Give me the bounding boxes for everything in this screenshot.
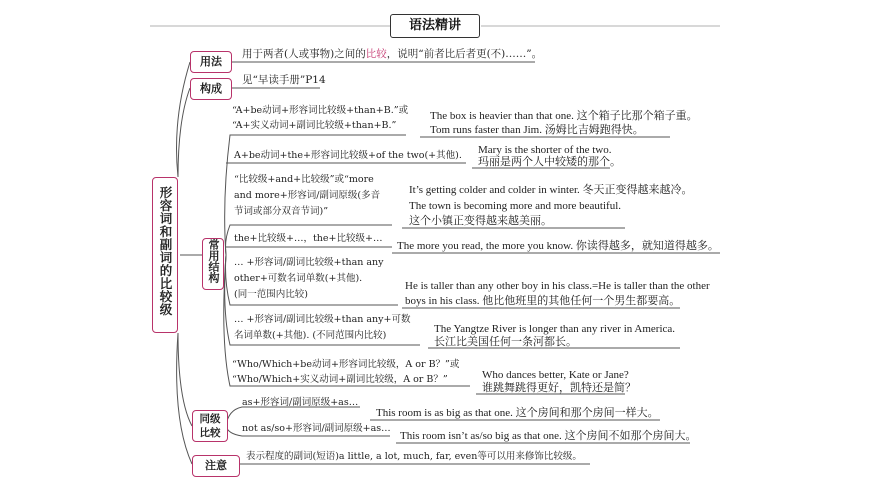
equal-structure-1: as+形容词/副词原级+as…: [242, 397, 359, 408]
structure-7-line2: “Who/Which+实义动词+副词比较级，A or B？”: [232, 374, 448, 385]
equal-structure-2: not as/so+形容词/副词原级+as…: [242, 423, 391, 434]
common-structures-box: [202, 238, 224, 290]
example-2-line1: Mary is the shorter of the two.: [478, 144, 612, 156]
structure-5-line3: (同一范围内比较): [234, 289, 308, 300]
structure-5-line2: other+可数名词单数(+其他).: [234, 273, 363, 284]
structure-7-line1: “Who/Which+be动词+形容词比较级，A or B？”或: [232, 359, 460, 370]
common-structures-label: 常用结构: [207, 239, 220, 283]
example-5-line1: He is taller than any other boy in his class.=He is taller than the other: [405, 280, 710, 292]
equal-example-2: This room isn’t as/so big as that one. 这个房间不如那个房间大。: [400, 430, 697, 442]
example-5-line2: boys in his class. 他比他班里的其他任何一个男生都要高。: [405, 295, 681, 307]
form-label: 构成: [200, 82, 222, 95]
equal-comparison-label: 同级比较: [199, 413, 221, 439]
example-2-line2: 玛丽是两个人中较矮的那个。: [478, 156, 621, 168]
structure-2-line1: A+be动词+the+形容词比较级+of the two(+其他).: [234, 150, 462, 161]
usage-label-box: [190, 51, 232, 73]
header-title-banner: [390, 14, 480, 38]
form-text: 见“早读手册”P14: [242, 74, 326, 86]
example-4-line1: The more you read, the more you know. 你读得越多，就知道得越多。: [397, 240, 719, 252]
structure-3-line2: and more+形容词/副词原级(多音: [234, 190, 381, 201]
example-6-line2: 长江比美国任何一条河都长。: [434, 336, 577, 348]
structure-6-line2: 名词单数(+其他). (不同范围内比较): [234, 330, 387, 341]
example-1-line2: Tom runs faster than Jim. 汤姆比吉姆跑得快。: [430, 124, 644, 136]
note-text: 表示程度的副词(短语)a little, a lot, much, far, even等可以用来修饰比较级。: [246, 451, 582, 462]
note-label: 注意: [205, 459, 227, 472]
structure-6-line1: … +形容词/副词比较级+than any+可数: [234, 314, 411, 325]
equal-example-1: This room is as big as that one. 这个房间和那个房间一样大。: [376, 407, 659, 419]
structure-4-line1: the+比较级+…，the+比较级+…: [234, 233, 383, 244]
root-topic-box: [152, 177, 178, 333]
example-3-line1: It’s getting colder and colder in winter. 冬天正变得越来越冷。: [409, 184, 693, 196]
page-title: 语法精讲: [408, 18, 461, 33]
note-label-box: [192, 455, 240, 477]
usage-text: 用于两者(人或事物)之间的比较，说明“前者比后者更(不)……”。: [242, 48, 543, 60]
equal-comparison-box: [192, 410, 228, 442]
example-7-line2: 谁跳舞跳得更好，凯特还是简？: [482, 382, 636, 394]
structure-5-line1: … +形容词/副词比较级+than any: [234, 257, 384, 268]
example-3-line3: 这个小镇正变得越来越美丽。: [409, 215, 552, 227]
example-1-line1: The box is heavier than that one. 这个箱子比那个箱子重。: [430, 110, 698, 122]
example-7-line1: Who dances better, Kate or Jane?: [482, 369, 629, 381]
structure-3-line1: “比较级+and+比较级”或“more: [234, 174, 374, 185]
usage-keyword: 比较: [365, 48, 387, 60]
structure-1-line2: “A+实义动词+副词比较级+than+B.”: [232, 120, 397, 131]
form-label-box: [190, 78, 232, 100]
root-topic-label: 形容词和副词的比较级: [158, 186, 173, 316]
structure-3-line3: 节词或部分双音节词)”: [234, 206, 329, 217]
example-6-line1: The Yangtze River is longer than any river in America.: [434, 323, 676, 335]
example-3-line2: The town is becoming more and more beautiful.: [409, 200, 621, 212]
usage-label: 用法: [200, 55, 222, 68]
structure-1-line1: “A+be动词+形容词比较级+than+B.”或: [232, 105, 409, 116]
